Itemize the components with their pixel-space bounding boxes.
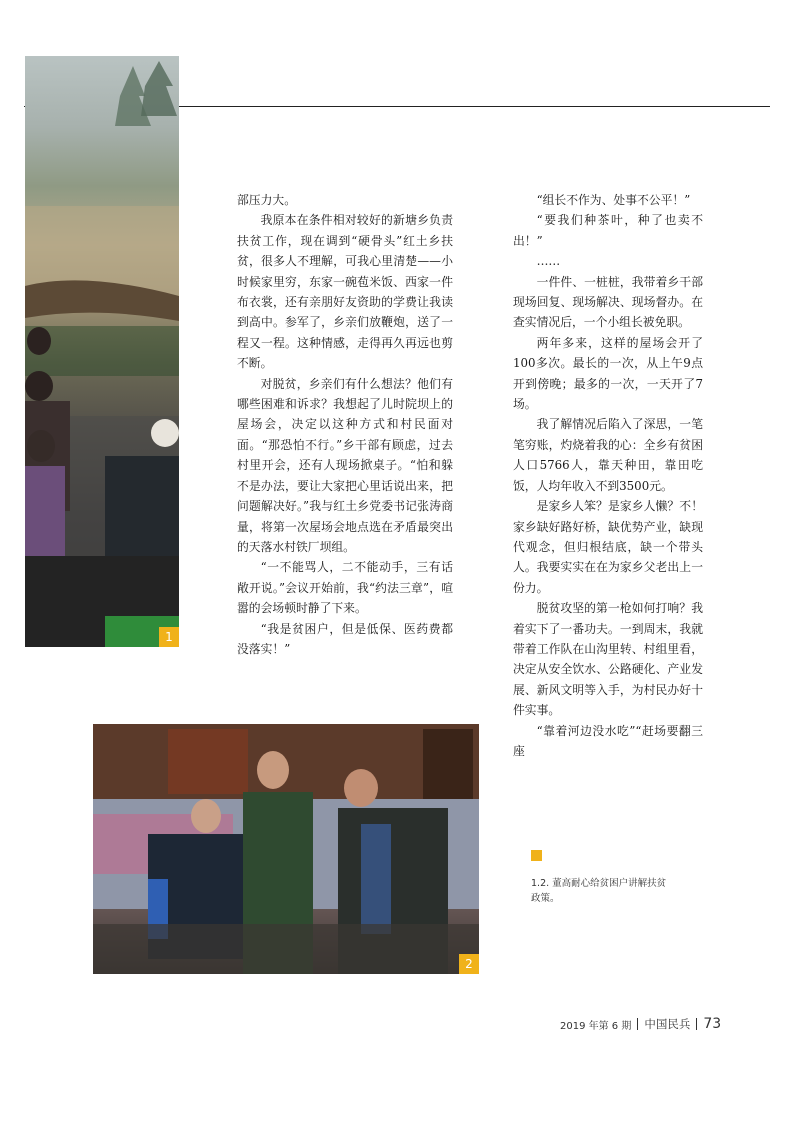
page-footer — [560, 1016, 750, 1032]
article-paragraph: 部压力大。 — [237, 193, 296, 207]
article-paragraph: 我原本在条件相对较好的新塘乡负责扶贫工作，现在调到“硬骨头”红土乡扶贫，很多人不理解，可我心里清楚——小时候家里穷，东家一碗苞米饭、西家一件布衣裳，还有亲朋好友资助的学费让我读到高中。参军了，乡亲们放鞭炮，送了一程又一程。这种情感，走得再久再远也剪不断。 — [237, 213, 453, 371]
article-column-right — [513, 190, 703, 761]
article-paragraph: 两年多来，这样的屋场会开了100多次。最长的一次，从上午9点开到傍晚；最多的一次，一天开了7场。 — [513, 335, 703, 412]
caption-marker — [531, 850, 542, 861]
photo-village-meeting — [25, 56, 179, 647]
article-paragraph: “一不能骂人，二不能动手，三有话敞开说。”会议开始前，我“约法三章”，喧嚣的会场顿时静了下来。 — [237, 560, 453, 616]
article-paragraph: …… — [536, 254, 561, 269]
photo-village-meeting-art — [25, 56, 179, 647]
photo-number-badge: 1 — [159, 627, 179, 647]
footer-divider — [637, 1018, 638, 1030]
article-paragraph: “靠着河边没水吃”“赶场要翻三座 — [513, 723, 703, 758]
footer-divider — [696, 1018, 697, 1030]
article-paragraph: 脱贫攻坚的第一枪如何打响？我着实下了一番功夫。一到周末，我就带着工作队在山沟里转、村组里看，决定从安全饮水、公路硬化、产业发展、新风文明等入手，为村民办好十件实事。 — [513, 601, 703, 718]
photo-officer-explaining-art — [93, 724, 479, 974]
article-column-left — [237, 190, 453, 659]
article-paragraph: “组长不作为、处事不公平！” — [536, 193, 691, 207]
article-paragraph: “我是贫困户，但是低保、医药费都没落实！” — [237, 621, 453, 656]
photo-caption: 1.2. 董高耐心给贫困户讲解扶贫政策。 — [531, 878, 667, 904]
page-number: 73 — [703, 1016, 722, 1032]
issue-label: 2019 年第 6 期 — [560, 1020, 632, 1032]
article-paragraph: 对脱贫，乡亲们有什么想法？他们有哪些困难和诉求？我想起了儿时院坝上的屋场会，决定以这种方式和村民面对面。“那恐怕不行。”乡干部有顾虑，过去村里开会，还有人现场掀桌子。“怕和躲不是办法，要让大家把心里话说出来，把问题解决好。”我与红土乡党委书记张涛商量，将第一次屋场会地点选在矛盾最突出的天落水村铁厂坝组。 — [237, 376, 453, 554]
article-paragraph: 一件件、一桩桩，我带着乡干部现场回复、现场解决、现场督办。在查实情况后，一个小组长被免职。 — [513, 274, 703, 330]
article-paragraph: 我了解情况后陷入了深思，一笔笔穷账，灼烧着我的心：全乡有贫困人口5766人，靠天种田，靠田吃饭，人均年收入不到3500元。 — [513, 417, 703, 493]
article-paragraph: 是家乡人笨？是家乡人懒？不！家乡缺好路好桥，缺优势产业，缺现代观念，但归根结底，缺一个带头人。我要实实在在为家乡父老出上一份力。 — [513, 499, 703, 595]
magazine-name: 中国民兵 — [644, 1017, 691, 1031]
photo-officer-explaining — [93, 724, 479, 974]
photo-number-badge: 2 — [459, 954, 479, 974]
article-paragraph: “要我们种茶叶，种了也卖不出！” — [513, 213, 703, 248]
